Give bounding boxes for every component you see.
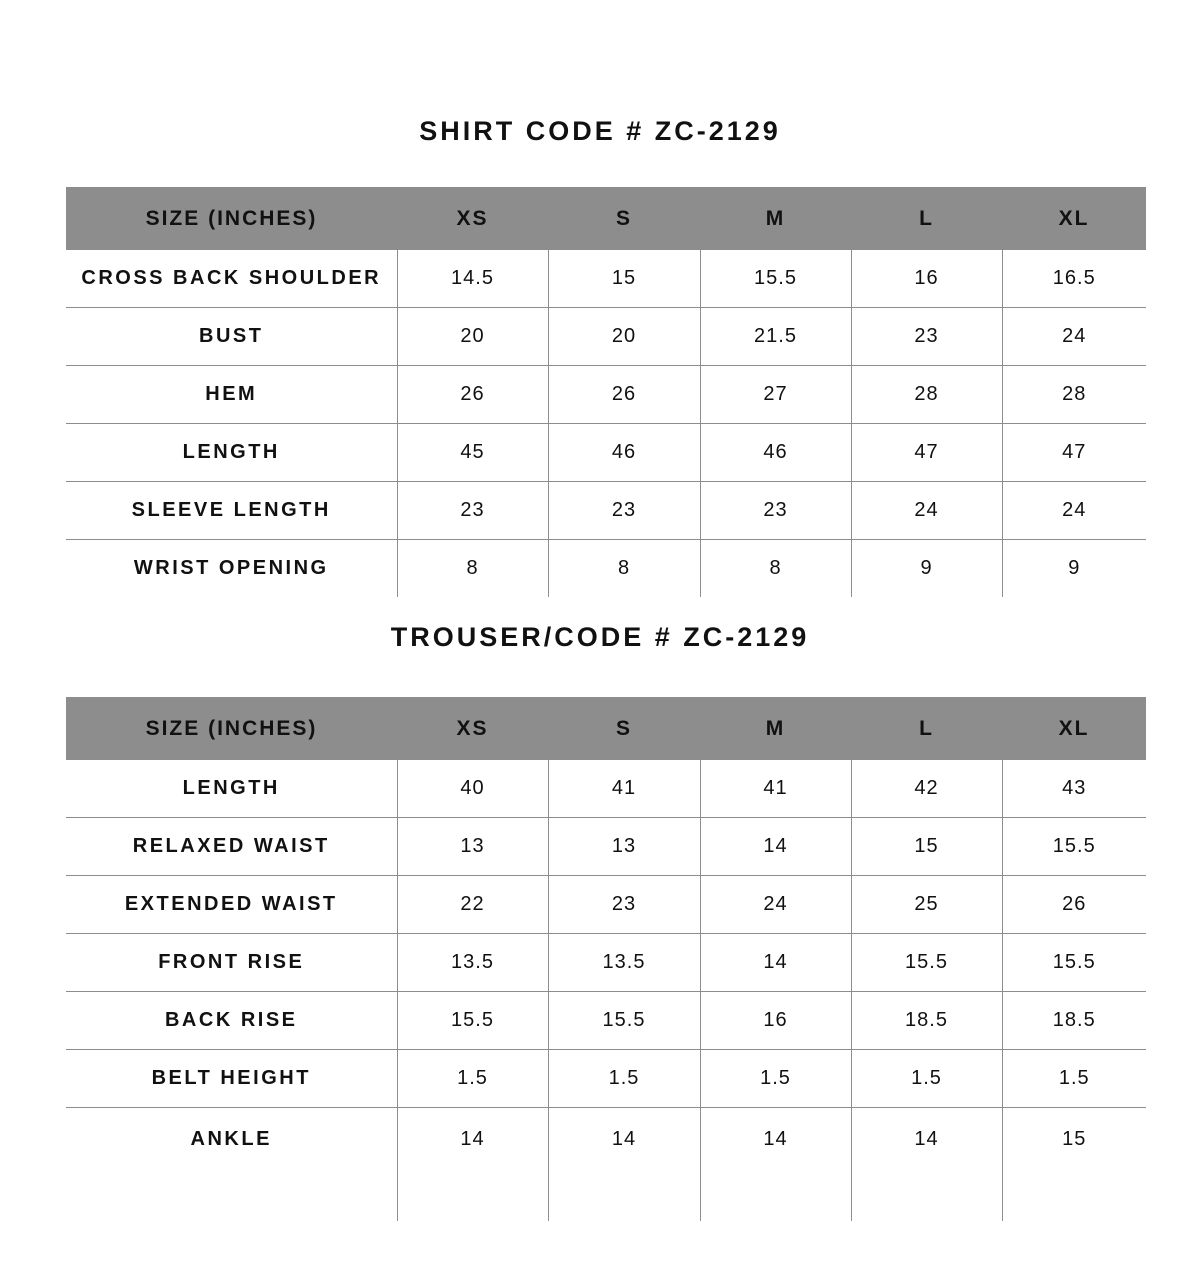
measurement-value: 45 [397, 424, 548, 482]
measurement-value: 16 [700, 992, 851, 1050]
measurement-label: EXTENDED WAIST [66, 876, 397, 934]
measurement-value: 23 [700, 482, 851, 540]
size-header-cell: M [700, 187, 851, 250]
table-row [66, 818, 1146, 876]
measurement-label: BUST [66, 308, 397, 366]
measurement-value: 24 [700, 876, 851, 934]
measurement-value: 20 [548, 308, 700, 366]
table-row [66, 1108, 1146, 1221]
measurement-value: 24 [851, 482, 1002, 540]
size-header-cell: XS [397, 187, 548, 250]
table-row [66, 1050, 1146, 1108]
measurement-value: 15.5 [548, 992, 700, 1050]
measurement-value: 14.5 [397, 250, 548, 308]
table-header-row [66, 697, 1146, 760]
measurement-value: 9 [851, 540, 1002, 598]
measurement-value: 18.5 [1002, 992, 1146, 1050]
measurement-value: 1.5 [851, 1050, 1002, 1108]
size-column-header: SIZE (INCHES) [66, 187, 397, 250]
measurement-value: 1.5 [1002, 1050, 1146, 1108]
measurement-value: 1.5 [397, 1050, 548, 1108]
measurement-value: 14 [548, 1108, 700, 1221]
measurement-value: 9 [1002, 540, 1146, 598]
measurement-value: 8 [548, 540, 700, 598]
table-row [66, 424, 1146, 482]
size-header-cell: XL [1002, 187, 1146, 250]
measurement-value: 42 [851, 760, 1002, 818]
measurement-value: 13 [397, 818, 548, 876]
measurement-value: 15.5 [851, 934, 1002, 992]
measurement-value: 14 [700, 1108, 851, 1221]
measurement-value: 15 [851, 818, 1002, 876]
size-header-cell: L [851, 187, 1002, 250]
measurement-label: ANKLE [190, 1128, 272, 1150]
measurement-value: 26 [1002, 876, 1146, 934]
shirt-size-table [66, 187, 1146, 597]
measurement-value: 1.5 [548, 1050, 700, 1108]
size-header-cell: S [548, 187, 700, 250]
measurement-value: 43 [1002, 760, 1146, 818]
table-row [66, 308, 1146, 366]
measurement-value: 41 [700, 760, 851, 818]
measurement-value: 15 [548, 250, 700, 308]
measurement-value: 46 [700, 424, 851, 482]
measurement-label: CROSS BACK SHOULDER [66, 250, 397, 308]
measurement-value: 27 [700, 366, 851, 424]
size-header-cell: L [851, 697, 1002, 760]
trouser-chart-title: TROUSER/CODE # ZC-2129 [390, 622, 810, 652]
measurement-value: 23 [397, 482, 548, 540]
measurement-value: 15.5 [700, 250, 851, 308]
measurement-value: 18.5 [851, 992, 1002, 1050]
measurement-value: 26 [397, 366, 548, 424]
table-header-row [66, 187, 1146, 250]
table-row [66, 760, 1146, 818]
measurement-value: 28 [851, 366, 1002, 424]
table-row [66, 366, 1146, 424]
table-row [66, 482, 1146, 540]
size-header-cell: M [700, 697, 851, 760]
measurement-value: 15 [1002, 1108, 1146, 1221]
measurement-value: 24 [1002, 308, 1146, 366]
measurement-value: 47 [1002, 424, 1146, 482]
measurement-value: 13.5 [397, 934, 548, 992]
measurement-value: 14 [397, 1108, 548, 1221]
measurement-value: 47 [851, 424, 1002, 482]
measurement-value: 13.5 [548, 934, 700, 992]
table-row [66, 934, 1146, 992]
measurement-label: HEM [66, 366, 397, 424]
measurement-value: 13 [548, 818, 700, 876]
measurement-value: 22 [397, 876, 548, 934]
table-row [66, 876, 1146, 934]
measurement-label: BACK RISE [66, 992, 397, 1050]
table-row [66, 540, 1146, 598]
measurement-value: 21.5 [700, 308, 851, 366]
measurement-value: 14 [700, 934, 851, 992]
measurement-value: 23 [851, 308, 1002, 366]
measurement-label: WRIST OPENING [133, 557, 329, 579]
measurement-label: RELAXED WAIST [66, 818, 397, 876]
table-row [66, 250, 1146, 308]
size-column-header: SIZE (INCHES) [66, 697, 397, 760]
table-row [66, 992, 1146, 1050]
measurement-value: 40 [397, 760, 548, 818]
measurement-value: 14 [700, 818, 851, 876]
measurement-value: 15.5 [1002, 818, 1146, 876]
measurement-label: FRONT RISE [66, 934, 397, 992]
size-header-cell: S [548, 697, 700, 760]
trouser-size-table [66, 697, 1146, 1221]
measurement-value: 14 [851, 1108, 1002, 1221]
size-header-cell: XL [1002, 697, 1146, 760]
measurement-value: 24 [1002, 482, 1146, 540]
measurement-value: 8 [397, 540, 548, 598]
measurement-value: 26 [548, 366, 700, 424]
measurement-value: 23 [548, 482, 700, 540]
measurement-label: BELT HEIGHT [66, 1050, 397, 1108]
measurement-value: 41 [548, 760, 700, 818]
measurement-value: 16.5 [1002, 250, 1146, 308]
measurement-label: LENGTH [66, 424, 397, 482]
measurement-label: SLEEVE LENGTH [66, 482, 397, 540]
measurement-value: 16 [851, 250, 1002, 308]
measurement-label: LENGTH [66, 760, 397, 818]
measurement-value: 23 [548, 876, 700, 934]
measurement-value: 25 [851, 876, 1002, 934]
measurement-value: 15.5 [397, 992, 548, 1050]
measurement-value: 28 [1002, 366, 1146, 424]
measurement-value: 20 [397, 308, 548, 366]
shirt-chart-title: SHIRT CODE # ZC-2129 [419, 116, 781, 146]
measurement-value: 15.5 [1002, 934, 1146, 992]
measurement-value: 1.5 [700, 1050, 851, 1108]
measurement-value: 46 [548, 424, 700, 482]
size-header-cell: XS [397, 697, 548, 760]
measurement-value: 8 [700, 540, 851, 598]
